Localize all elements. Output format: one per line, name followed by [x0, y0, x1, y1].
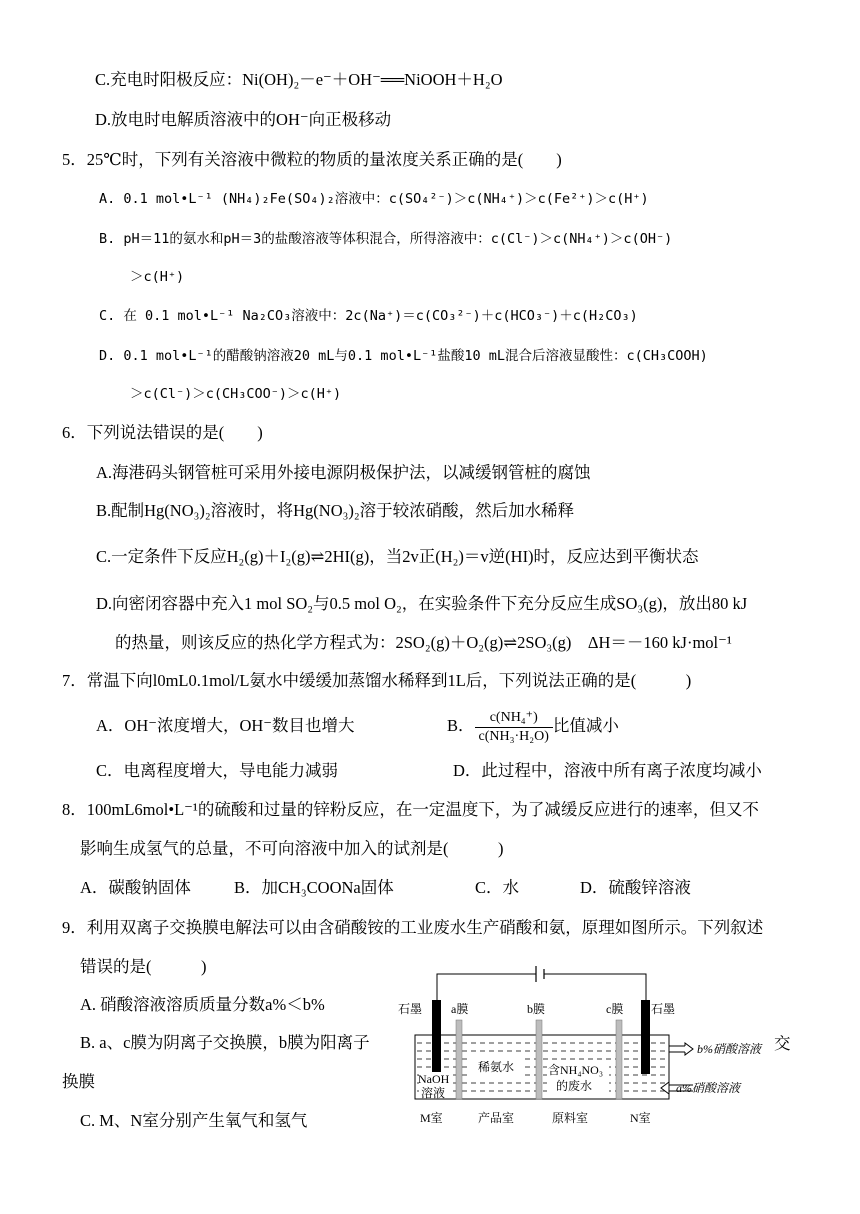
outlet-arrow — [685, 1043, 693, 1055]
outlet-pipe — [669, 1046, 685, 1052]
q9-option-a: A. 硝酸溶液溶质质量分数a%＜b% — [80, 995, 325, 1014]
q5-stem: 5．25℃时，下列有关溶液中微粒的物质的量浓度关系正确的是( ) — [62, 150, 562, 169]
q5-option-a: A. 0.1 mol•L⁻¹ (NH₄)₂Fe(SO₄)₂溶液中：c(SO₄²⁻)＞c(NH₄⁺)＞c(Fe²⁺)＞c(H⁺) — [99, 191, 649, 207]
q4-option-d: D.放电时电解质溶液中的OH⁻向正极移动 — [95, 110, 392, 129]
naoh-label-line2: 溶液 — [421, 1086, 446, 1100]
q8-option-d: D．硫酸锌溶液 — [580, 878, 691, 897]
left-electrode-label: 石墨 — [398, 1002, 423, 1016]
circuit-wire — [437, 974, 646, 1000]
q8-option-c: C．水 — [475, 878, 520, 897]
q7-option-b-prefix: B． — [447, 716, 475, 735]
room-n-label: N室 — [630, 1111, 651, 1125]
q7-option-b — [447, 705, 619, 747]
q8-option-a: A．碳酸钠固体 — [80, 878, 191, 897]
room-product-label: 产品室 — [478, 1111, 515, 1125]
naoh-label-line1: NaOH — [418, 1072, 450, 1086]
q6-option-d-line1: D.向密闭容器中充入1 mol SO₂与0.5 mol O₂，在实验条件下充分反应生成SO₃(g)，放出80 kJ — [96, 594, 748, 613]
left-electrode — [432, 1000, 441, 1074]
q6-option-b: B.配制Hg(NO₃)₂溶液时，将Hg(NO₃)₂溶于较浓硝酸，然后加水稀释 — [96, 501, 575, 520]
membrane-c — [616, 1020, 622, 1099]
q9-option-b-overflow: 交 — [774, 1034, 791, 1053]
q5-option-c: C. 在 0.1 mol•L⁻¹ Na₂CO₃溶液中：2c(Na⁺)＝c(CO₃²⁻)＋c(HCO₃⁻)＋c(H₂CO₃) — [99, 308, 638, 324]
q9-option-b-line2: 换膜 — [62, 1072, 95, 1091]
q5-option-b-line2: ＞c(H⁺) — [130, 269, 185, 285]
q9-option-b-line1: B. a、c膜为阴离子交换膜，b膜为阳离子 — [80, 1033, 370, 1052]
q7-fraction-denominator: c(NH₃·H₂O) — [478, 728, 549, 744]
q9-stem-line1: 9．利用双离子交换膜电解法可以由含硝酸铵的工业废水生产硝酸和氨，原理如图所示。下列叙述 — [62, 918, 764, 937]
q5-option-b-line1: B. pH＝11的氨水和pH＝3的盐酸溶液等体积混合，所得溶液中：c(Cl⁻)＞c(NH₄⁺)＞c(OH⁻) — [99, 231, 673, 247]
membrane-a — [456, 1020, 462, 1099]
feed-label-line2: 的废水 — [556, 1079, 593, 1093]
q7-option-c: C．电离程度增大，导电能力减弱 — [96, 761, 339, 780]
membrane-c-label: c膜 — [606, 1002, 624, 1016]
q5-option-d-line2: ＞c(Cl⁻)＞c(CH₃COO⁻)＞c(H⁺) — [130, 386, 342, 402]
room-m-label: M室 — [420, 1111, 443, 1125]
outlet-label: b%硝酸溶液 — [697, 1042, 761, 1056]
q5-option-d-line1: D. 0.1 mol•L⁻¹的醋酸钠溶液20 mL与0.1 mol•L⁻¹盐酸10 mL混合后溶液显酸性：c(CH₃COOH) — [99, 348, 708, 364]
q9-option-c: C. M、N室分别产生氧气和氢气 — [80, 1111, 308, 1130]
q6-option-d-line2: 的热量，则该反应的热化学方程式为：2SO₂(g)＋O₂(g)⇌2SO₃(g) ΔH＝－160 kJ·mol⁻¹ — [115, 633, 732, 652]
right-electrode — [641, 1000, 650, 1074]
q9-stem-line2: 错误的是( ) — [80, 957, 207, 976]
inlet-arrow — [661, 1082, 669, 1094]
electrolysis-diagram — [390, 960, 790, 1135]
q6-stem: 6．下列说法错误的是( ) — [62, 423, 263, 442]
q7-option-b-suffix: 比值减小 — [552, 716, 619, 735]
q6-option-c: C.一定条件下反应H₂(g)＋I₂(g)⇌2HI(g)，当2v正(H₂)＝v逆(HI)时，反应达到平衡状态 — [96, 547, 699, 566]
q6-option-a: A.海港码头钢管桩可采用外接电源阴极保护法，以减缓钢管桩的腐蚀 — [96, 463, 591, 482]
membrane-b — [536, 1020, 542, 1099]
q8-stem-line2: 影响生成氢气的总量，不可向溶液中加入的试剂是( ) — [80, 839, 504, 858]
right-electrode-label: 石墨 — [651, 1002, 676, 1016]
q8-option-b: B．加CH₃COONa固体 — [234, 878, 394, 897]
q7-fraction-numerator: c(NH₄⁺) — [475, 709, 553, 728]
membrane-b-label: b膜 — [527, 1002, 546, 1016]
q8-stem-line1: 8．100mL6mol•L⁻¹的硫酸和过量的锌粉反应，在一定温度下，为了减缓反应进行的速率，但又不 — [62, 800, 759, 819]
inlet-label: a%硝酸溶液 — [676, 1081, 740, 1095]
q7-option-d: D．此过程中，溶液中所有离子浓度均减小 — [453, 761, 762, 780]
q7-fraction — [475, 709, 553, 746]
dilute-ammonia-label: 稀氨水 — [478, 1060, 515, 1074]
room-feed-label: 原料室 — [552, 1111, 589, 1125]
q4-option-c: C.充电时阳极反应：Ni(OH)₂－e⁻＋OH⁻══NiOOH＋H₂O — [95, 70, 503, 89]
membrane-a-label: a膜 — [451, 1002, 469, 1016]
q7-option-a: A．OH⁻浓度增大，OH⁻数目也增大 — [96, 716, 355, 735]
feed-label-line1: 含NH₄NO₃ — [548, 1063, 604, 1077]
q7-stem: 7．常温下向l0mL0.1mol/L氨水中缓缓加蒸馏水稀释到1L后，下列说法正确的是( ) — [62, 671, 692, 690]
